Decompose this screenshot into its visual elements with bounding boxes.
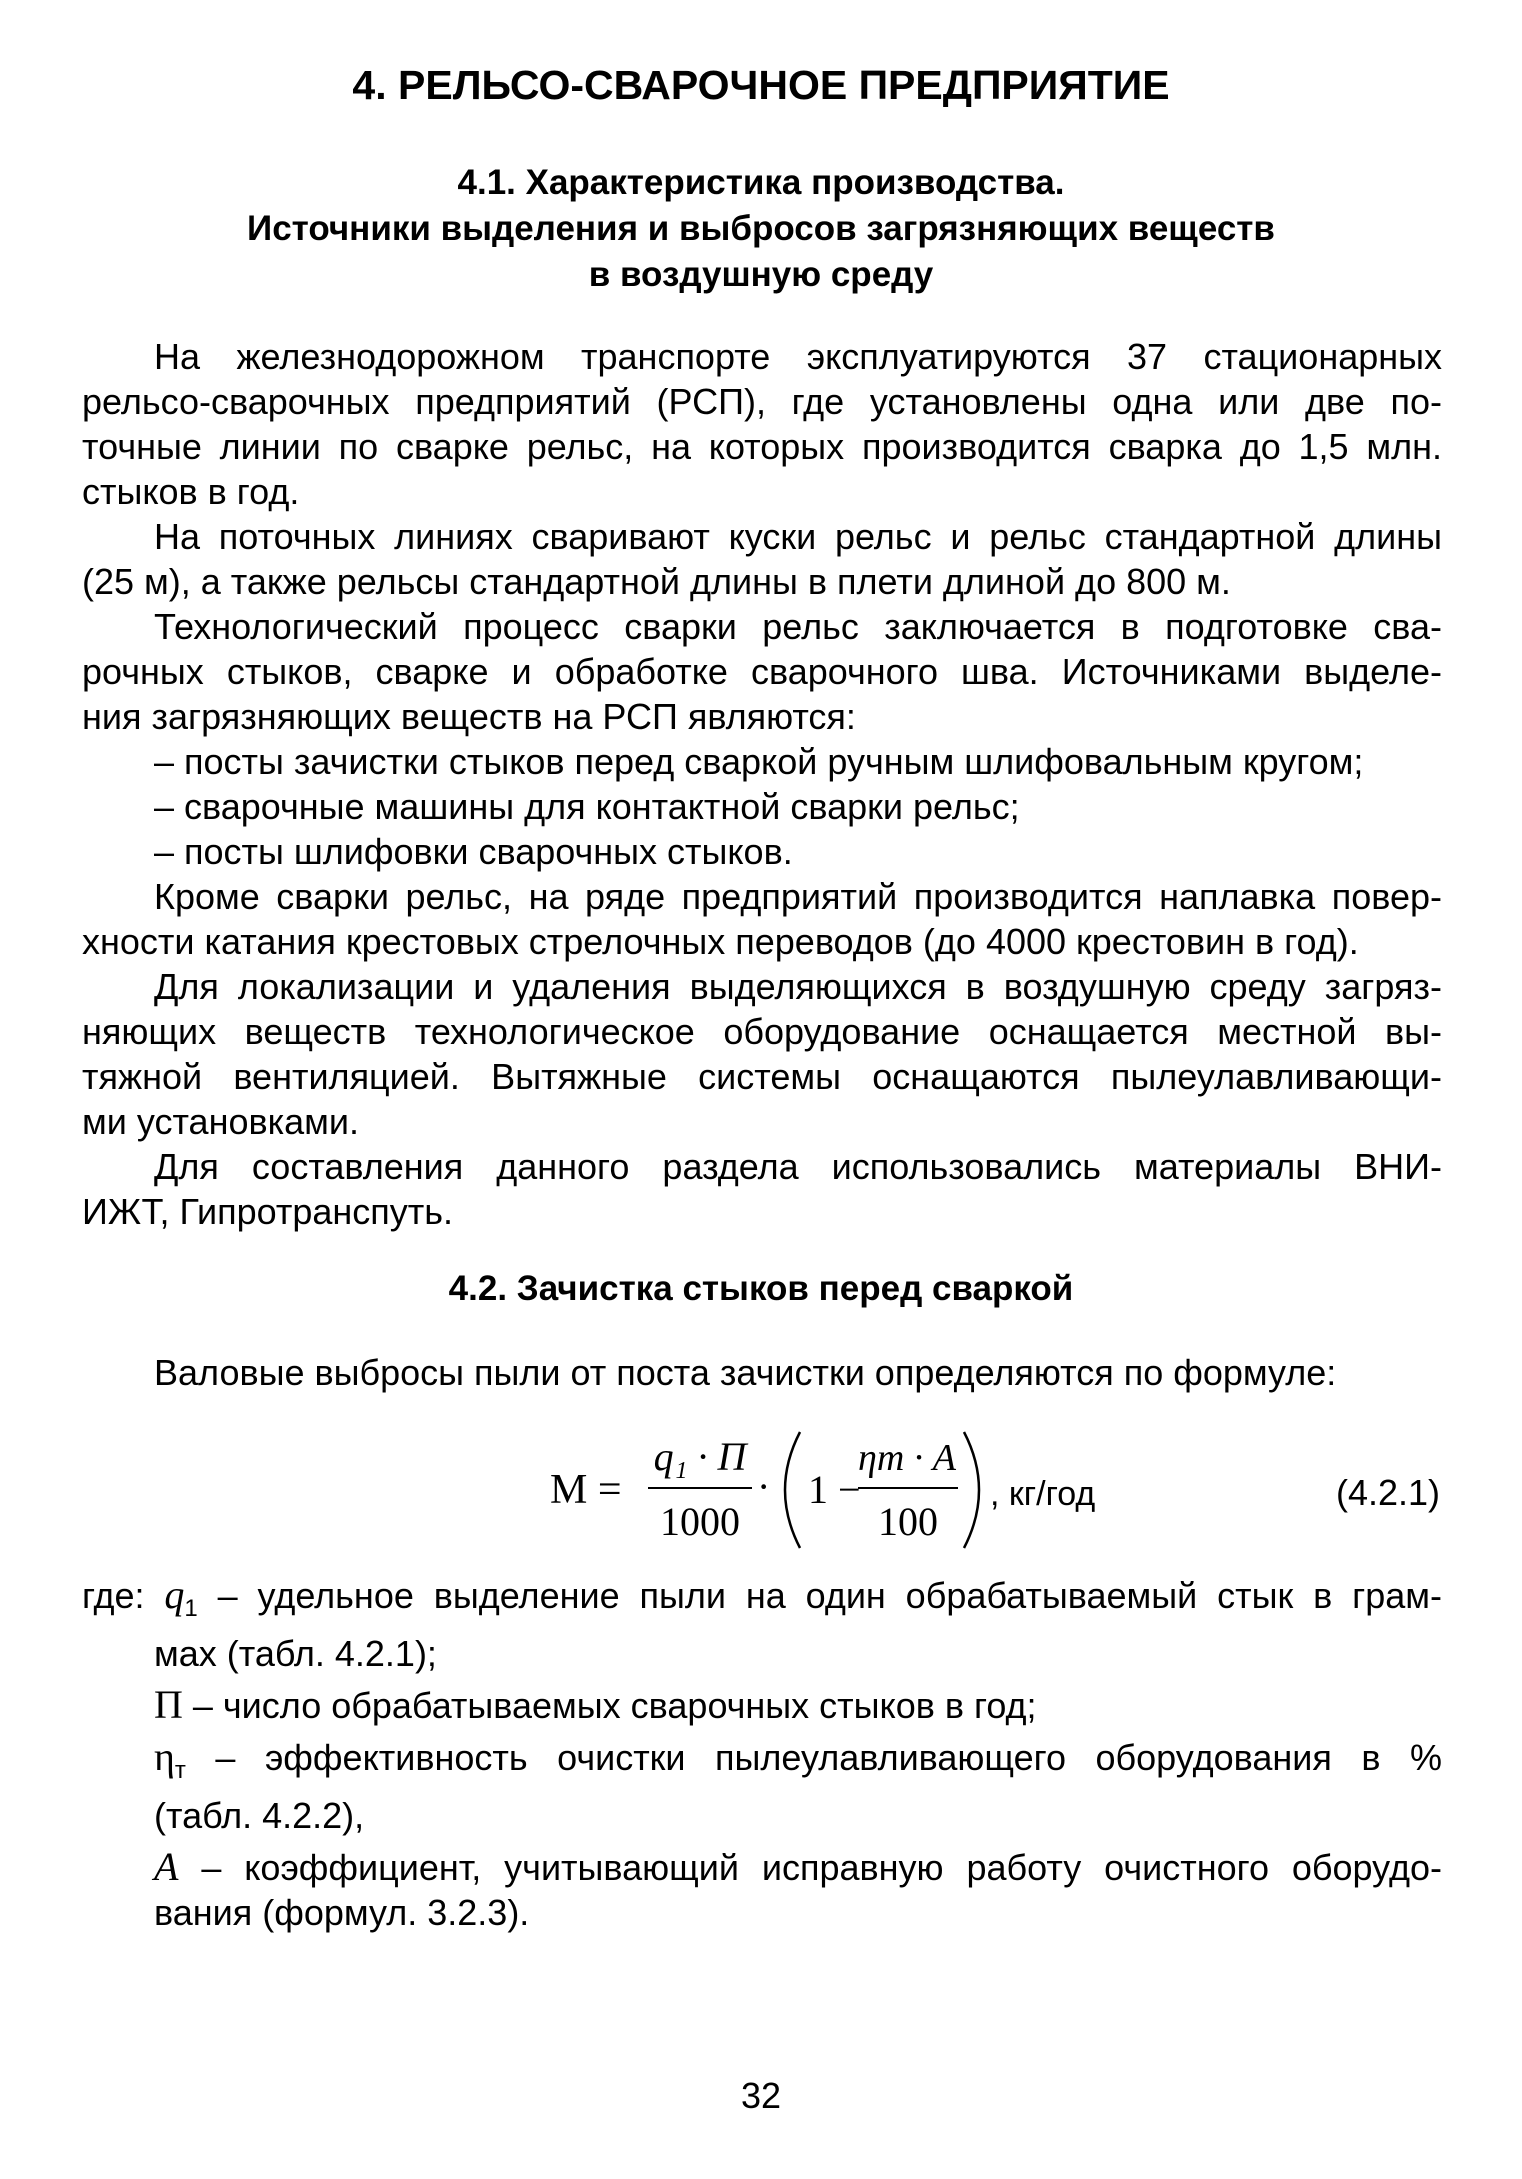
formula-denominator-1: 1000: [660, 1499, 740, 1544]
symbol-q: q: [164, 1572, 185, 1617]
text-line: – сварочные машины для контактной сварки рельс;: [154, 786, 1020, 827]
legend-line: (табл. 4.2.2),: [154, 1795, 365, 1837]
formula-numerator-2: ηт · A: [857, 1437, 957, 1479]
paragraph: [82, 514, 1442, 604]
legend-text: – эффективность очистки пылеулавливающего оборудования в %: [185, 1737, 1442, 1779]
legend-text: – число обрабатываемых сварочных стыков в год;: [182, 1685, 1037, 1727]
text-line: – посты шлифовки сварочных стыков.: [154, 831, 793, 872]
text-line: Кроме сварки рельс, на ряде предприятий производится наплавка повер-: [154, 876, 1442, 917]
symbol-eta: η: [154, 1734, 175, 1780]
text-line: точные линии по сварке рельс, на которых производится сварка до 1,5 млн.: [82, 426, 1442, 467]
legend-line: вания (формул. 3.2.3).: [154, 1892, 530, 1934]
text-line: – посты зачистки стыков перед сваркой ручным шлифовальным кругом;: [154, 741, 1364, 782]
section-1-heading: [0, 160, 1522, 298]
formula-graphic: [0, 1420, 1522, 1560]
text-line: рельсо-сварочных предприятий (РСП), где установлены одна или две по-: [82, 381, 1442, 422]
text-line: рочных стыков, сварке и обработке сварочного шва. Источниками выделе-: [82, 651, 1442, 692]
formula-legend: [82, 1572, 1442, 1935]
symbol-p: П: [154, 1682, 183, 1728]
formula-lhs: М =: [550, 1467, 622, 1513]
list-item: [82, 739, 1442, 784]
section-1-body: [82, 334, 1442, 1234]
heading-line: 4.1. Характеристика производства.: [457, 163, 1065, 202]
formula-unit: , кг/год: [990, 1475, 1096, 1513]
paragraph: [82, 604, 1442, 739]
legend-item: [82, 1572, 1442, 1676]
legend-item: [82, 1682, 1442, 1728]
legend-line: [82, 1844, 1442, 1890]
text-line: На поточных линиях сваривают куски рельс и рельс стандартной длины: [154, 516, 1442, 557]
heading-line: Источники выделения и выбросов загрязняющих веществ: [247, 209, 1275, 248]
right-paren: [964, 1432, 979, 1548]
text-line: (25 м), а также рельсы стандартной длины в плети длиной до 800 м.: [82, 561, 1231, 602]
formula-one-minus: 1 −: [808, 1467, 861, 1512]
legend-item: [82, 1844, 1442, 1935]
text-line: стыков в год.: [82, 471, 300, 512]
formula-denominator-2: 100: [878, 1499, 938, 1544]
legend-line: [82, 1682, 1442, 1728]
paragraph: [82, 1144, 1442, 1234]
text-line: Валовые выбросы пыли от поста зачистки определяются по формуле:: [154, 1352, 1337, 1393]
text-line: Технологический процесс сварки рельс заключается в подготовке сва-: [154, 606, 1442, 647]
text-line: Для локализации и удаления выделяющихся в воздушную среду загряз-: [154, 966, 1442, 1007]
legend-prefix: где:: [82, 1575, 165, 1616]
formula-number: (4.2.1): [1335, 1472, 1440, 1513]
text-line: тяжной вентиляцией. Вытяжные системы оснащаются пылеулавливающи-: [82, 1056, 1442, 1097]
paragraph: [82, 334, 1442, 514]
list-item: [82, 829, 1442, 874]
legend-text: – удельное выделение пыли на один обрабатываемый стык в грам-: [197, 1575, 1442, 1616]
paragraph: [82, 964, 1442, 1144]
text-line: ния загрязняющих веществ на РСП являются:: [82, 696, 856, 737]
chapter-title: 4. РЕЛЬСО-СВАРОЧНОЕ ПРЕДПРИЯТИЕ: [352, 62, 1170, 108]
heading-line: в воздушную среду: [588, 255, 934, 294]
paragraph: [82, 874, 1442, 964]
legend-line: [82, 1734, 1442, 1793]
legend-line: мах (табл. 4.2.1);: [154, 1633, 437, 1675]
symbol-a: A: [154, 1844, 179, 1890]
formula-numerator-1: q₁ · П: [653, 1434, 747, 1479]
section-2-heading: 4.2. Зачистка стыков перед сваркой: [448, 1269, 1074, 1308]
page-number: 32: [740, 2075, 782, 2116]
text-line: няющих веществ технологическое оборудование оснащается местной вы-: [82, 1011, 1442, 1052]
formula-intro: [82, 1350, 1442, 1395]
formula-4-2-1: [0, 1420, 1522, 1560]
text-line: ми установками.: [82, 1101, 360, 1142]
text-line: ИЖТ, Гипротранспуть.: [82, 1191, 454, 1232]
left-paren: [785, 1432, 800, 1548]
legend-line: [82, 1572, 1442, 1631]
legend-item: [82, 1734, 1442, 1838]
symbol-subscript: 1: [184, 1595, 198, 1623]
text-line: хности катания крестовых стрелочных переводов (до 4000 крестовин в год).: [82, 921, 1359, 962]
legend-text: – коэффициент, учитывающий исправную работу очистного оборудо-: [178, 1847, 1442, 1889]
formula-dot: ·: [757, 1464, 771, 1509]
text-line: На железнодорожном транспорте эксплуатируются 37 стационарных: [154, 336, 1442, 377]
symbol-subscript: т: [174, 1757, 186, 1785]
text-line: Для составления данного раздела использовались материалы ВНИ-: [154, 1146, 1442, 1187]
list-item: [82, 784, 1442, 829]
